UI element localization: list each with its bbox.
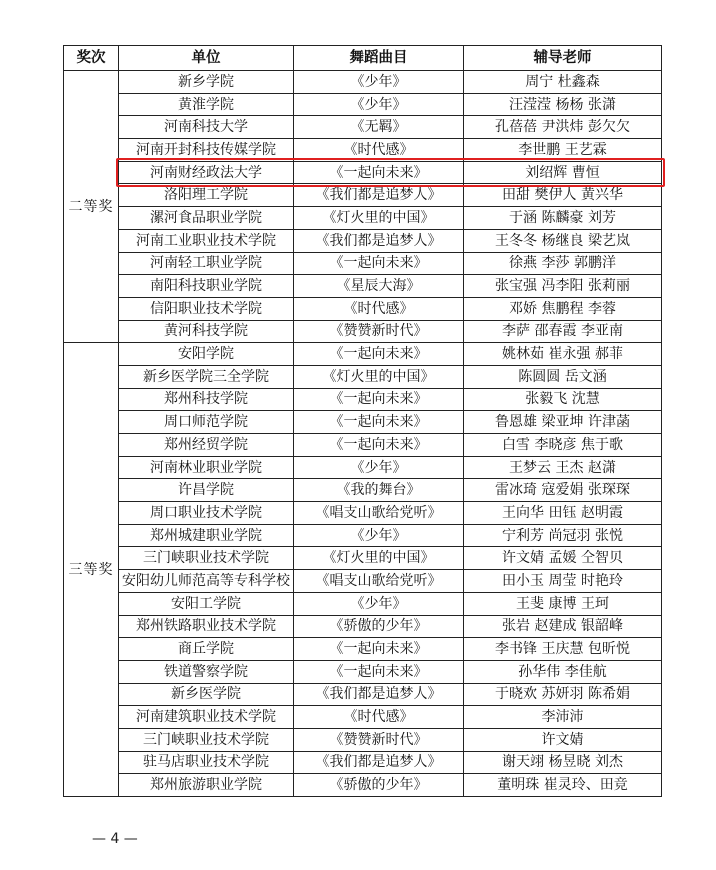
table-row bbox=[64, 456, 662, 479]
table-row bbox=[64, 411, 662, 434]
table-row bbox=[64, 728, 662, 751]
teacher-cell: 宁利芳 尚冠羽 张悦 bbox=[464, 524, 662, 547]
table-row bbox=[64, 388, 662, 411]
teacher-cell: 董明珠 崔灵玲、田竞 bbox=[464, 774, 662, 797]
unit-cell: 郑州科技学院 bbox=[119, 388, 294, 411]
unit-cell: 黄淮学院 bbox=[119, 93, 294, 116]
unit-cell: 郑州旅游职业学院 bbox=[119, 774, 294, 797]
unit-cell: 三门峡职业技术学院 bbox=[119, 547, 294, 570]
teacher-cell: 鲁恩雄 梁亚坤 许津菡 bbox=[464, 411, 662, 434]
unit-cell: 河南轻工职业学院 bbox=[119, 252, 294, 275]
table-row bbox=[64, 343, 662, 366]
dance-cell: 《少年》 bbox=[294, 592, 464, 615]
dance-cell: 《灯火里的中国》 bbox=[294, 365, 464, 388]
page-number: — 4 — bbox=[92, 831, 138, 847]
teacher-cell: 于涵 陈麟豪 刘芳 bbox=[464, 207, 662, 230]
teacher-cell: 张岩 赵建成 银韶峰 bbox=[464, 615, 662, 638]
teacher-cell: 王冬冬 杨继良 梁艺岚 bbox=[464, 229, 662, 252]
dance-cell: 《我们都是追梦人》 bbox=[294, 229, 464, 252]
teacher-cell: 于晓欢 苏妍羽 陈希娟 bbox=[464, 683, 662, 706]
table-row bbox=[64, 683, 662, 706]
unit-cell: 商丘学院 bbox=[119, 638, 294, 661]
dance-cell: 《时代感》 bbox=[294, 139, 464, 162]
teacher-cell: 张毅飞 沈慧 bbox=[464, 388, 662, 411]
teacher-cell: 李沛沛 bbox=[464, 706, 662, 729]
teacher-cell: 谢天翊 杨昱晓 刘杰 bbox=[464, 751, 662, 774]
table-row bbox=[64, 479, 662, 502]
table-row bbox=[64, 592, 662, 615]
dance-cell: 《少年》 bbox=[294, 524, 464, 547]
dance-cell: 《少年》 bbox=[294, 93, 464, 116]
dance-cell: 《星辰大海》 bbox=[294, 275, 464, 298]
table-row bbox=[64, 615, 662, 638]
teacher-cell: 姚林茹 崔永强 郝菲 bbox=[464, 343, 662, 366]
dance-cell: 《一起向未来》 bbox=[294, 252, 464, 275]
teacher-cell: 许文婧 孟媛 仝智贝 bbox=[464, 547, 662, 570]
table-row bbox=[64, 116, 662, 139]
table-row bbox=[64, 706, 662, 729]
table-row bbox=[64, 207, 662, 230]
table-row bbox=[64, 547, 662, 570]
teacher-cell: 田小玉 周莹 时艳玲 bbox=[464, 570, 662, 593]
unit-cell: 漯河食品职业学院 bbox=[119, 207, 294, 230]
header-unit: 单位 bbox=[119, 46, 294, 71]
table-row bbox=[64, 570, 662, 593]
dance-cell: 《我们都是追梦人》 bbox=[294, 751, 464, 774]
table-row bbox=[64, 93, 662, 116]
teacher-cell: 王梦云 王杰 赵潇 bbox=[464, 456, 662, 479]
teacher-cell: 孔蓓蓓 尹洪炜 彭欠欠 bbox=[464, 116, 662, 139]
dance-cell: 《赞赞新时代》 bbox=[294, 728, 464, 751]
dance-cell: 《唱支山歌给党听》 bbox=[294, 570, 464, 593]
header-teacher: 辅导老师 bbox=[464, 46, 662, 71]
table-row bbox=[64, 229, 662, 252]
table-row bbox=[64, 297, 662, 320]
teacher-cell: 许文婧 bbox=[464, 728, 662, 751]
dance-cell: 《赞赞新时代》 bbox=[294, 320, 464, 343]
dance-cell: 《少年》 bbox=[294, 456, 464, 479]
teacher-cell: 刘绍辉 曹恒 bbox=[464, 161, 662, 184]
unit-cell: 河南工业职业技术学院 bbox=[119, 229, 294, 252]
unit-cell: 铁道警察学院 bbox=[119, 660, 294, 683]
teacher-cell: 陈圆圆 岳文涵 bbox=[464, 365, 662, 388]
unit-cell: 河南财经政法大学 bbox=[119, 161, 294, 184]
unit-cell: 三门峡职业技术学院 bbox=[119, 728, 294, 751]
unit-cell: 河南林业职业学院 bbox=[119, 456, 294, 479]
unit-cell: 安阳学院 bbox=[119, 343, 294, 366]
unit-cell: 驻马店职业技术学院 bbox=[119, 751, 294, 774]
dance-cell: 《一起向未来》 bbox=[294, 660, 464, 683]
teacher-cell: 邓娇 焦鹏程 李蓉 bbox=[464, 297, 662, 320]
unit-cell: 河南科技大学 bbox=[119, 116, 294, 139]
table-row bbox=[64, 365, 662, 388]
unit-cell: 郑州经贸学院 bbox=[119, 434, 294, 457]
dance-cell: 《时代感》 bbox=[294, 297, 464, 320]
award-rank-cell: 三等奖 bbox=[64, 343, 119, 797]
unit-cell: 周口师范学院 bbox=[119, 411, 294, 434]
unit-cell: 信阳职业技术学院 bbox=[119, 297, 294, 320]
dance-cell: 《骄傲的少年》 bbox=[294, 774, 464, 797]
award-rank-cell: 二等奖 bbox=[64, 71, 119, 343]
dance-cell: 《一起向未来》 bbox=[294, 343, 464, 366]
dance-cell: 《唱支山歌给党听》 bbox=[294, 502, 464, 525]
unit-cell: 安阳幼儿师范高等专科学校 bbox=[119, 570, 294, 593]
dance-cell: 《一起向未来》 bbox=[294, 638, 464, 661]
table-header-row bbox=[64, 46, 662, 71]
dance-cell: 《我的舞台》 bbox=[294, 479, 464, 502]
teacher-cell: 徐燕 李莎 郭鹏洋 bbox=[464, 252, 662, 275]
dance-cell: 《一起向未来》 bbox=[294, 411, 464, 434]
unit-cell: 黄河科技学院 bbox=[119, 320, 294, 343]
unit-cell: 河南建筑职业技术学院 bbox=[119, 706, 294, 729]
unit-cell: 郑州城建职业学院 bbox=[119, 524, 294, 547]
table-row bbox=[64, 71, 662, 94]
highlight-box bbox=[116, 158, 665, 187]
unit-cell: 河南开封科技传媒学院 bbox=[119, 139, 294, 162]
dance-cell: 《一起向未来》 bbox=[294, 388, 464, 411]
table-row bbox=[64, 275, 662, 298]
dance-cell: 《时代感》 bbox=[294, 706, 464, 729]
dance-cell: 《无羁》 bbox=[294, 116, 464, 139]
dance-cell: 《灯火里的中国》 bbox=[294, 207, 464, 230]
unit-cell: 新乡学院 bbox=[119, 71, 294, 94]
teacher-cell: 孙华伟 李佳航 bbox=[464, 660, 662, 683]
teacher-cell: 王斐 康博 王珂 bbox=[464, 592, 662, 615]
teacher-cell: 李世鹏 王艺霖 bbox=[464, 139, 662, 162]
table-row bbox=[64, 660, 662, 683]
dance-cell: 《一起向未来》 bbox=[294, 161, 464, 184]
dance-cell: 《我们都是追梦人》 bbox=[294, 184, 464, 207]
dance-cell: 《灯火里的中国》 bbox=[294, 547, 464, 570]
unit-cell: 洛阳理工学院 bbox=[119, 184, 294, 207]
table-row bbox=[64, 524, 662, 547]
teacher-cell: 周宁 杜鑫森 bbox=[464, 71, 662, 94]
unit-cell: 新乡医学院三全学院 bbox=[119, 365, 294, 388]
teacher-cell: 张宝强 冯李阳 张莉丽 bbox=[464, 275, 662, 298]
table-row bbox=[64, 638, 662, 661]
teacher-cell: 李萨 邵春霞 李亚南 bbox=[464, 320, 662, 343]
table-row bbox=[64, 751, 662, 774]
table-row bbox=[64, 434, 662, 457]
dance-cell: 《一起向未来》 bbox=[294, 434, 464, 457]
unit-cell: 许昌学院 bbox=[119, 479, 294, 502]
dance-cell: 《少年》 bbox=[294, 71, 464, 94]
unit-cell: 新乡医学院 bbox=[119, 683, 294, 706]
teacher-cell: 雷冰琦 寇爱娟 张琛琛 bbox=[464, 479, 662, 502]
unit-cell: 郑州铁路职业技术学院 bbox=[119, 615, 294, 638]
table-row bbox=[64, 252, 662, 275]
unit-cell: 南阳科技职业学院 bbox=[119, 275, 294, 298]
header-dance: 舞蹈曲目 bbox=[294, 46, 464, 71]
table-row bbox=[64, 320, 662, 343]
teacher-cell: 李书锋 王庆慧 包昕悦 bbox=[464, 638, 662, 661]
teacher-cell: 王向华 田钰 赵明霞 bbox=[464, 502, 662, 525]
unit-cell: 安阳工学院 bbox=[119, 592, 294, 615]
header-rank: 奖次 bbox=[64, 46, 119, 71]
table-row bbox=[64, 184, 662, 207]
teacher-cell: 田甜 樊伊人 黄兴华 bbox=[464, 184, 662, 207]
dance-cell: 《骄傲的少年》 bbox=[294, 615, 464, 638]
table-row bbox=[64, 774, 662, 797]
dance-cell: 《我们都是追梦人》 bbox=[294, 683, 464, 706]
teacher-cell: 白雪 李晓彦 焦于歌 bbox=[464, 434, 662, 457]
unit-cell: 周口职业技术学院 bbox=[119, 502, 294, 525]
table-row bbox=[64, 502, 662, 525]
teacher-cell: 汪滢滢 杨杨 张潇 bbox=[464, 93, 662, 116]
